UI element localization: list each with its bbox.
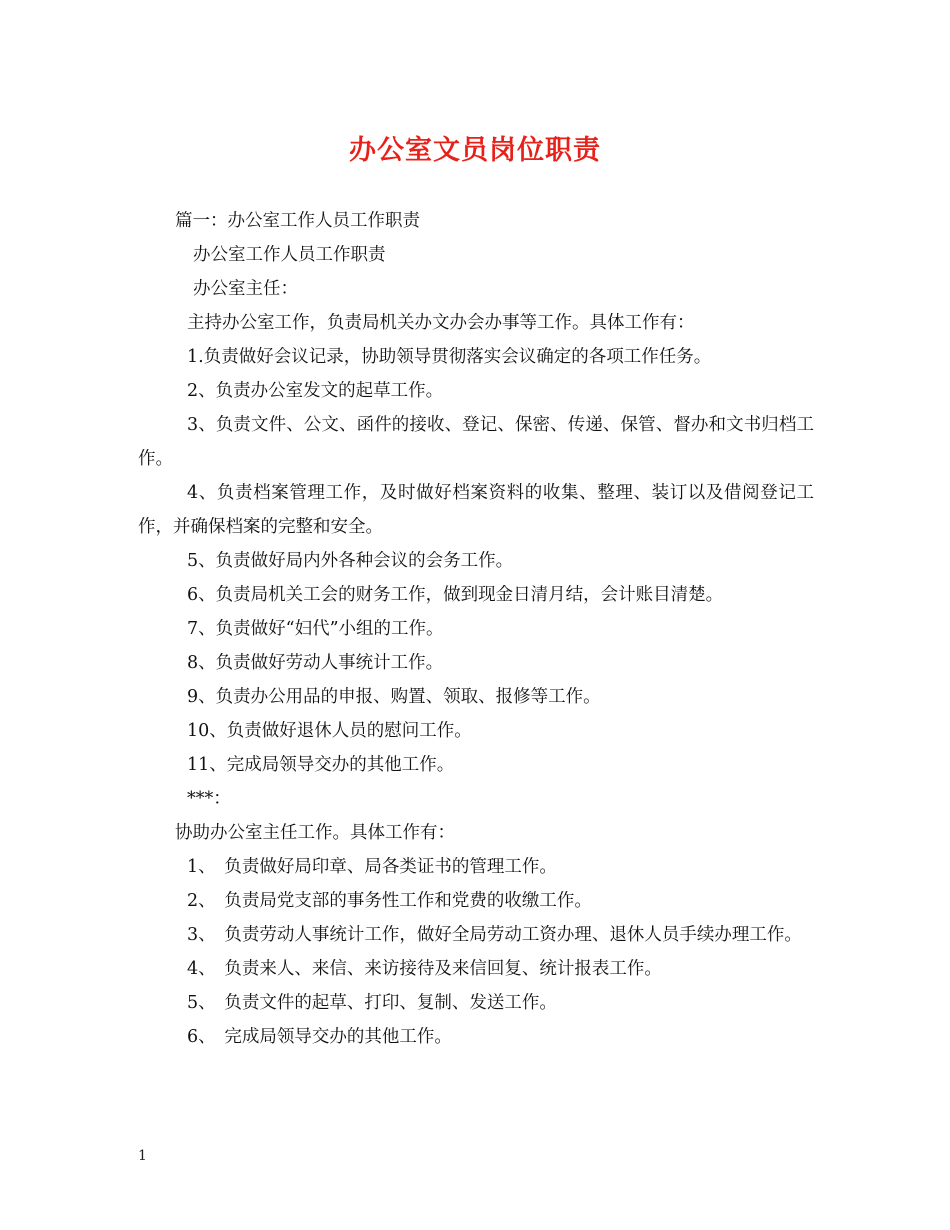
document-title: 办公室文员岗位职责: [349, 135, 601, 166]
list-item: 5、 负责文件的起草、打印、复制、发送工作。: [187, 993, 557, 1013]
list-item: 1.负责做好会议记录，协助领导贯彻落实会议确定的各项工作任务。: [187, 347, 712, 367]
list-item: 2、负责办公室发文的起草工作。: [187, 381, 444, 401]
section-heading: 篇一：办公室工作人员工作职责: [175, 211, 420, 231]
list-item: 4、 负责来人、来信、来访接待及来信回复、统计报表工作。: [187, 959, 662, 979]
list-item: 5、负责做好局内外各种会议的会务工作。: [187, 551, 514, 571]
subsection-heading: 办公室工作人员工作职责: [193, 245, 386, 265]
role-heading: 办公室主任：: [193, 279, 298, 299]
paragraph: 主持办公室工作，负责局机关办文办会办事等工作。具体工作有：: [187, 313, 695, 333]
list-item: 7、负责做好“妇代”小组的工作。: [187, 619, 444, 639]
list-item: 9、负责办公用品的申报、购置、领取、报修等工作。: [187, 687, 601, 707]
list-item: 8、负责做好劳动人事统计工作。: [187, 653, 444, 673]
list-item: 2、 负责局党支部的事务性工作和党费的收缴工作。: [187, 891, 592, 911]
list-item: 4、负责档案管理工作，及时做好档案资料的收集、整理、装订以及借阅登记工作，并确保档案的完整和安全。: [138, 483, 814, 537]
paragraph: 协助办公室主任工作。具体工作有：: [175, 823, 455, 843]
list-item: 3、负责文件、公文、函件的接收、登记、保密、传递、保管、督办和文书归档工作。: [138, 415, 814, 469]
list-item: 6、 完成局领导交办的其他工作。: [187, 1027, 452, 1047]
page-number: 1: [138, 1148, 147, 1164]
list-item: 10、负责做好退休人员的慰问工作。: [187, 721, 472, 741]
role-heading: ***：: [187, 789, 231, 809]
list-item: 6、负责局机关工会的财务工作，做到现金日清月结，会计账目清楚。: [187, 585, 724, 605]
list-item: 11、完成局领导交办的其他工作。: [187, 755, 455, 775]
document-body: [138, 204, 814, 1054]
list-item: 3、 负责劳动人事统计工作，做好全局劳动工资办理、退休人员手续办理工作。: [187, 925, 802, 945]
list-item: 1、 负责做好局印章、局各类证书的管理工作。: [187, 857, 557, 877]
